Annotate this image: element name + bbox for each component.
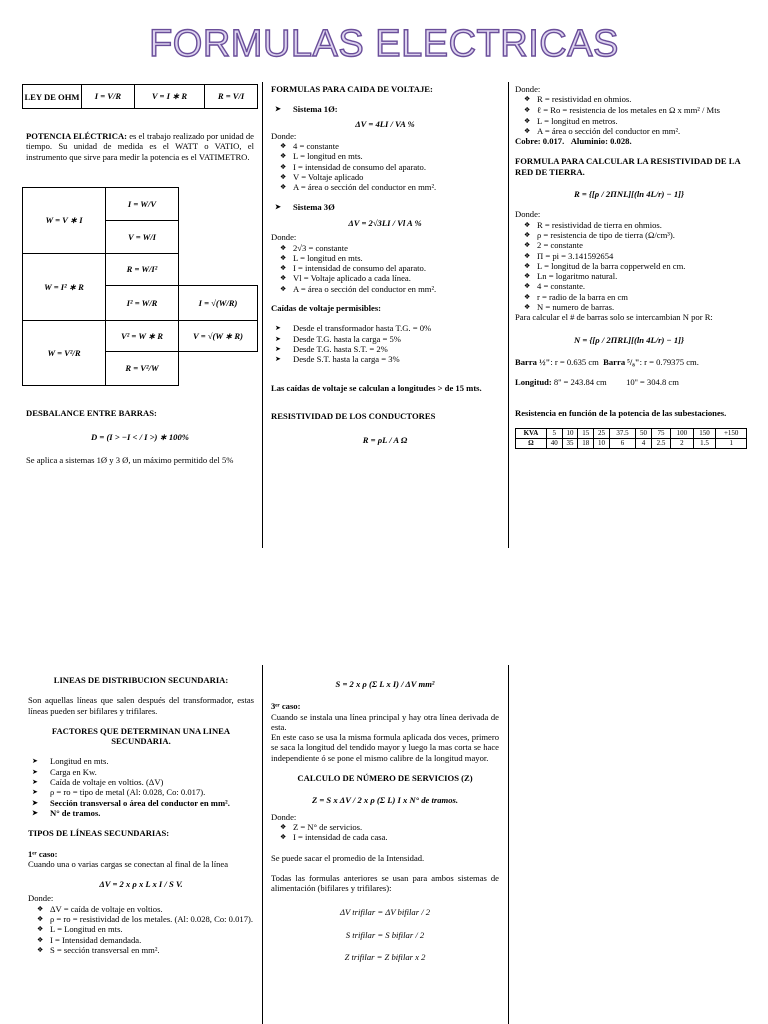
ohm-formula-r: R = V/I	[205, 85, 258, 109]
column-divider	[262, 82, 263, 548]
power-v1: V = W/I	[106, 221, 179, 254]
list-item: ❖ 4 = constante	[271, 141, 499, 151]
barra2-label: Barra ⁵/₈"	[603, 356, 640, 367]
caida-voltaje-section	[271, 84, 499, 459]
caida-formula1: ΔV = 4LI / VA %	[355, 118, 415, 129]
donde-label: Donde:	[28, 893, 54, 904]
formula-dv-trifilar: ΔV trifilar = ΔV bifilar / 2	[339, 907, 431, 918]
power-r1: R = W/I²	[106, 254, 179, 286]
list-item: ❖ L = longitud en mts.	[271, 253, 499, 263]
potencia-paragraph	[26, 131, 254, 162]
servicios-section	[271, 679, 499, 962]
potencia-heading: POTENCIA ELÉCTRICA:	[26, 131, 128, 141]
permisibles-list	[271, 323, 499, 364]
barras-text: Para calcular el # de barras solo se intercambian N por R:	[515, 312, 713, 323]
desbalance-heading: DESBALANCE ENTRE BARRAS:	[26, 408, 157, 418]
kva-cell: 15	[578, 428, 594, 438]
list-item: ❖ I = intensidad de cada casa.	[271, 832, 499, 842]
power-w1: W = V ∗ I	[23, 188, 106, 254]
lineas-section	[28, 675, 254, 955]
list-item: ❖ ΔV = caída de voltaje en voltios.	[28, 904, 254, 914]
list-item: ➤ ρ = ro = tipo de metal (Al: 0.028, Co: 0.017).	[28, 787, 254, 797]
list-item: ➤ Desde el transformador hasta T.G. = 0%	[271, 323, 499, 333]
kva-cell: 50	[636, 428, 652, 438]
power-i2: I² = W/R	[106, 286, 179, 321]
ohm-cell: 4	[636, 438, 652, 448]
tierra-formula: R = {[ρ / 2ΠNL][(ln 4L/r) − 1]}	[573, 189, 685, 200]
resistividad-formula: R = ρL / A Ω	[362, 435, 408, 446]
caso1-formula: ΔV = 2 x ρ x L x I / S V.	[99, 879, 183, 890]
promedio-text: Se puede sacar el promedio de la Intensidad.	[271, 852, 425, 863]
list-item: ❖ ℓ = Ro = resistencia de los metales en Ω x mm² / Mts	[515, 105, 743, 116]
kva-cell: 5	[546, 428, 562, 438]
list-item: ➤ Sección transversal o área del conductor en mm².	[28, 798, 254, 808]
list-item: ❖ Vl = Voltaje aplicado a cada línea.	[271, 273, 499, 283]
ohm-cell: 10	[594, 438, 610, 448]
column-divider	[262, 665, 263, 1024]
caso3-heading: 3ᵉʳ caso:	[271, 701, 301, 712]
column-divider	[508, 82, 509, 548]
list-item: ❖ Z = N° de servicios.	[271, 822, 499, 832]
caso1-heading: 1ᵉʳ caso:	[28, 848, 58, 859]
donde-label: Donde:	[515, 209, 541, 220]
list-item: ❖ Ln = logaritmo natural.	[515, 271, 743, 281]
ohm-label: Ω	[516, 438, 547, 448]
cobre-value: Cobre: 0.017.	[515, 136, 565, 147]
desbalance-text: Se aplica a sistemas 1Ø y 3 Ø, un máximo permitido del 5%	[26, 454, 234, 465]
sistema3-heading: ➤ Sistema 3Ø	[271, 202, 499, 212]
caso3-text: Cuando se instala una línea principal y hay otra línea derivada de esta. En este caso se usa la misma formula aplicada dos veces, primero se saca la longitud del tendido mayor y luego la mas corta se hace independiente ó se pone el mismo calibre de la longitud mayor.	[271, 711, 499, 763]
power-i3: I = √(W/R)	[179, 286, 258, 321]
kva-cell: 37.5	[609, 428, 635, 438]
todas-text: Todas las formulas anteriores se usan para ambos sistemas de alimentación (bifilares y trifilares):	[271, 872, 499, 894]
list-item: ❖ I = Intensidad demandada.	[28, 935, 254, 945]
list-item: ❖ I = intensidad de consumo del aparato.	[271, 162, 499, 172]
list-item: ❖ L = longitud de la barra copperweld en cm.	[515, 261, 743, 271]
lineas-heading: LINEAS DE DISTRIBUCION SECUNDARIA:	[53, 675, 229, 685]
factores-heading: FACTORES QUE DETERMINAN UNA LINEA SECUNDARIA.	[51, 725, 231, 747]
ohm-cell: 6	[609, 438, 635, 448]
kva-cell: +150	[716, 428, 747, 438]
power-r2: R = V²/W	[106, 352, 179, 386]
ohm-cell: 2	[671, 438, 694, 448]
list-item: ❖ 4 = constante.	[515, 281, 743, 291]
power-w2: W = I² ∗ R	[23, 254, 106, 321]
list-item: ❖ L = longitud en metros.	[515, 116, 743, 126]
factores-list	[28, 756, 254, 818]
potencia-text: es el trabajo realizado por unidad de tiempo. Su unidad de medida es el WATT o VATIO, el instrumento que sirve para medir la potencia es el VATIMETRO.	[26, 131, 254, 162]
list-item: ➤ Longitud en mts.	[28, 756, 254, 766]
formula-z-trifilar: Z trifilar = Z bifilar x 2	[344, 952, 426, 963]
ohm-formula-v: V = I ∗ R	[134, 85, 204, 109]
list-item: ❖ R = resistividad de tierra en ohmios.	[515, 220, 743, 230]
list-item: ➤ Desde S.T. hasta la carga = 3%	[271, 354, 499, 364]
servicios-heading: CALCULO DE NÚMERO DE SERVICIOS (Z)	[297, 773, 473, 784]
caso1-list	[28, 904, 254, 955]
ley-ohm-table	[22, 84, 258, 109]
list-item: ❖ r = radio de la barra en cm	[515, 292, 743, 302]
tierra-heading: FORMULA PARA CALCULAR LA RESISTIVIDAD DE LA RED DE TIERRA.	[515, 156, 741, 177]
kva-label: KVA	[516, 428, 547, 438]
list-item: ➤ N° de tramos.	[28, 808, 254, 818]
kva-cell: 10	[562, 428, 578, 438]
ohm-cell: 35	[562, 438, 578, 448]
list-item: ❖ 2 = constante	[515, 240, 743, 250]
list-item: ❖ 2√3 = constante	[271, 243, 499, 253]
column-divider	[508, 665, 509, 1024]
list-item: ❖ V = Voltaje aplicado	[271, 172, 499, 182]
column3-top	[515, 84, 743, 449]
ohm-cell: 40	[546, 438, 562, 448]
list-item: ❖ R = resistividad en ohmios.	[515, 94, 743, 104]
page-title: FORMULAS ELECTRICAS	[149, 23, 619, 65]
resistividad-heading: RESISTIVIDAD DE LOS CONDUCTORES	[271, 410, 436, 421]
caida-formula3: ΔV = 2√3LI / Vl A %	[348, 217, 422, 228]
tierra-list	[515, 220, 743, 313]
power-table	[22, 187, 258, 386]
kva-cell: 25	[594, 428, 610, 438]
power-v3: V = √(W ∗ R)	[179, 321, 258, 352]
ohm-cell: 18	[578, 438, 594, 448]
sistema1-heading: ➤ Sistema 1Ø:	[271, 104, 499, 114]
subestaciones-heading: Resistencia en función de la potencia de las subestaciones.	[515, 407, 727, 418]
kva-cell: 100	[671, 428, 694, 438]
list-item: ❖ I = intensidad de consumo del aparato.	[271, 263, 499, 273]
longitud-1: 8'' = 243.84 cm	[551, 377, 607, 388]
ohm-formula-i: I = V/R	[82, 85, 135, 109]
list-item: ❖ L = longitud en mts.	[271, 151, 499, 161]
lineas-text: Son aquellas líneas que salen después del transformador, estas líneas pueden ser bifilares y trifilares.	[28, 695, 254, 716]
formula-s: S = 2 x ρ (Σ L x I) / ΔV mm²	[335, 679, 435, 689]
list-item: ➤ Caída de voltaje en voltios. (ΔV)	[28, 777, 254, 787]
kva-cell: 75	[651, 428, 670, 438]
list-item: ❖ ρ = resistencia de tipo de tierra (Ω/cm³).	[515, 230, 743, 240]
formula-z: Z = S x ΔV / 2 x ρ (Σ L) I x N° de tramos.	[311, 795, 458, 806]
list-item: ❖ A = área o sección del conductor en mm².	[515, 126, 743, 136]
power-v2: V² = W ∗ R	[106, 321, 179, 352]
caso1-text: Cuando una o varias cargas se conectan al final de la línea	[28, 858, 229, 869]
donde-label: Donde:	[271, 232, 297, 243]
aluminio-value: Aluminio: 0.028.	[570, 136, 632, 147]
list-item: ➤ Desde T.G. hasta la carga = 5%	[271, 334, 499, 344]
ley-ohm-label: LEY DE OHM	[23, 85, 82, 109]
caida-note: Las caídas de voltaje se calculan a longitudes > de 15 mts.	[271, 382, 482, 393]
power-w3: W = V²/R	[23, 321, 106, 386]
permisibles-heading: Caídas de voltaje permisibles:	[271, 303, 382, 314]
ohm-cell: 2.5	[651, 438, 670, 448]
barra1-label: Barra ½"	[515, 356, 551, 367]
z-list	[271, 822, 499, 843]
barra2-value: : r = 0.79375 cm.	[639, 356, 699, 367]
longitud-label: Longitud:	[515, 377, 552, 388]
subestaciones-table	[515, 428, 747, 449]
list-item: ➤ Desde T.G. hasta S.T. = 2%	[271, 344, 499, 354]
list-item: ❖ ρ = ro = resistividad de los metales. (Al: 0.028, Co: 0.017).	[28, 914, 254, 924]
desbalance-section	[26, 408, 254, 465]
power-i1: I = W/V	[106, 188, 179, 221]
barra1-value: : r = 0.635 cm	[550, 356, 599, 367]
tierra-formula-n: N = {[ρ / 2ΠRL][(ln 4L/r) − 1]}	[573, 334, 685, 345]
kva-cell: 150	[693, 428, 716, 438]
list-item: ❖ A = área o sección del conductor en mm².	[271, 182, 499, 192]
caida-heading: FORMULAS PARA CAIDA DE VOLTAJE:	[271, 84, 433, 94]
sistema3-list	[271, 243, 499, 294]
list-item: ❖ L = Longitud en mts.	[28, 924, 254, 934]
list-item: ❖ N = numero de barras.	[515, 302, 743, 312]
list-item: ❖ S = sección transversal en mm².	[28, 945, 254, 955]
longitud-2: 10'' = 304.8 cm	[626, 377, 679, 388]
resistividad-list	[515, 94, 743, 136]
donde-label: Donde:	[271, 130, 297, 141]
list-item: ➤ Carga en Kw.	[28, 767, 254, 777]
ohm-cell: 1	[716, 438, 747, 448]
list-item: ❖ A = área o sección del conductor en mm².	[271, 284, 499, 294]
sistema1-list	[271, 141, 499, 192]
list-item: ❖ Π = pi = 3.141592654	[515, 251, 743, 261]
ley-ohm-section	[22, 84, 258, 109]
tipos-heading: TIPOS DE LÍNEAS SECUNDARIAS:	[28, 828, 170, 839]
ohm-cell: 1.5	[693, 438, 716, 448]
formula-s-trifilar: S trifilar = S bifilar / 2	[345, 929, 425, 940]
donde-label: Donde:	[271, 811, 297, 822]
desbalance-formula: D = (I > −I < / I >) ∗ 100%	[91, 432, 189, 443]
donde-label: Donde:	[515, 84, 541, 94]
